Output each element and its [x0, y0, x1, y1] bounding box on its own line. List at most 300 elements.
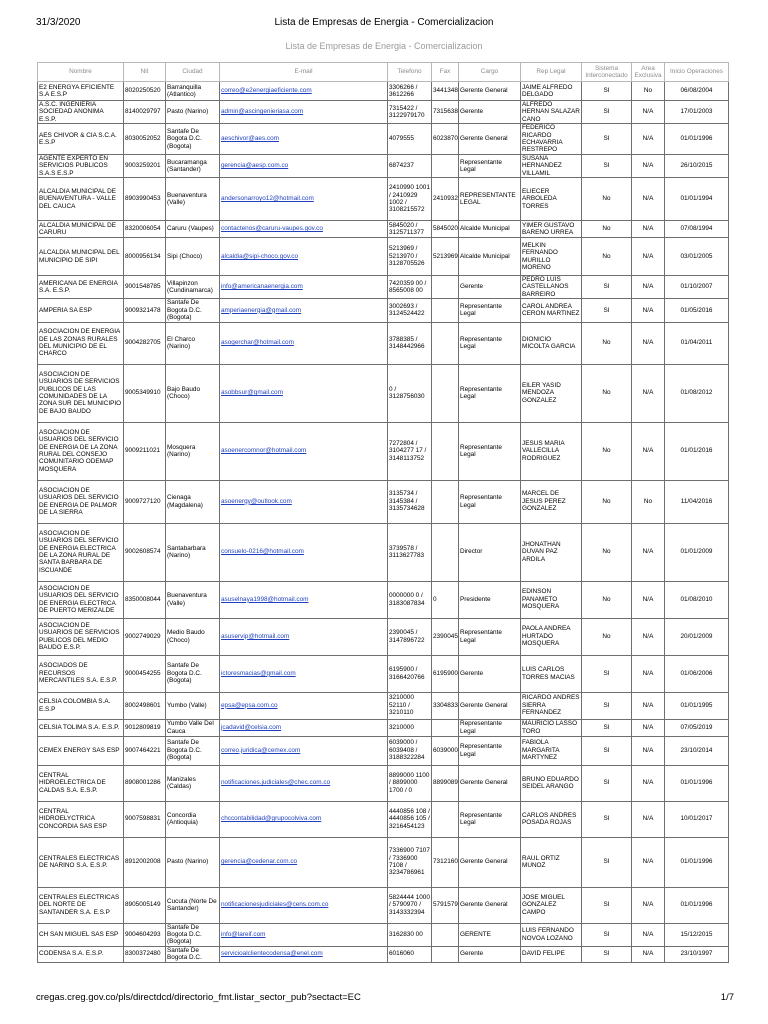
table-row	[38, 480, 729, 523]
col-ciudad-cell: Yumbo (Valle)	[166, 692, 220, 719]
col-nit-cell: 9009321478	[124, 299, 166, 322]
col-nombre-cell: E2 ENERGYA EFICIENTE S.A E.S.P	[38, 82, 124, 101]
col-area-cell: N/A	[632, 422, 665, 480]
col-email-cell[interactable]: chccontabilidad@grupocolviva.com	[220, 801, 388, 837]
col-rep-legal-cell: ALFREDO HERNAN SALAZAR CANO	[522, 101, 580, 123]
col-inicio-cell: 01/01/1996	[665, 887, 729, 923]
col-nombre-cell: ASOCIACION DE USUARIOS DEL SERVICIO DE ENERGIA DE PALMOR DE LA SIERRA	[38, 480, 124, 523]
col-area-cell: N/A	[632, 946, 665, 962]
col-nit-cell: 9003259201	[124, 154, 166, 177]
col-email-cell[interactable]: asogerchar@hotmail.com	[220, 322, 388, 364]
col-cargo-cell: Representante Legal	[459, 422, 521, 480]
col-nombre-header: Nombre	[38, 63, 124, 82]
table-row	[38, 719, 729, 736]
col-sistema-cell: SI	[582, 82, 632, 101]
col-inicio-cell: 10/01/2017	[665, 801, 729, 837]
col-email-cell[interactable]: info@americanaenergia.com	[220, 276, 388, 299]
col-area-cell: N/A	[632, 322, 665, 364]
col-rep-legal-header: Rep Legal	[521, 63, 582, 82]
col-fax-cell: 8899089	[432, 765, 459, 801]
col-cargo-cell: Representante Legal	[459, 364, 521, 422]
col-sistema-cell: No	[582, 364, 632, 422]
col-nit-cell: 8320006054	[124, 221, 166, 238]
col-email-cell[interactable]: correo@e2energiaeficiente.com	[220, 82, 388, 101]
col-cargo-cell: Representante Legal	[459, 299, 521, 322]
table-row	[38, 178, 729, 221]
col-nit-cell: 9005349910	[124, 364, 166, 422]
col-rep-legal-cell: JOSE MIGUEL GONZALEZ CAMPO	[521, 887, 582, 923]
col-email-header: E-mail	[220, 63, 388, 82]
col-sistema-cell: SI	[582, 801, 632, 837]
col-nombre-cell: ASOCIACION DE USUARIOS DEL SERVICIO DE ENERGIA ELECTRICA DE LA ZONA RURAL DE SANTA BARBARA DE ISCUANDE	[38, 523, 124, 581]
col-email-cell[interactable]: alcaldia@sipi-choco.gov.co	[220, 238, 388, 276]
col-ciudad-cell: Medio Baudo (Choco)	[166, 618, 220, 655]
col-cargo-cell: Representante Legal	[459, 719, 521, 736]
col-rep-legal-cell: EDINSON PANAMETO MOSQUERA	[521, 581, 582, 618]
col-rep-legal-cell: CARLOS ANDRES POSADA ROJAS	[521, 801, 582, 837]
col-telefono-cell: 3162830 00	[388, 923, 432, 946]
col-inicio-cell: 01/05/2016	[665, 299, 729, 322]
col-rep-legal-cell: BRUNO EDUARDO SEIDEL ARANGO	[521, 765, 582, 801]
col-ciudad-cell: Pasto (Narino)	[166, 837, 220, 887]
col-nit-cell: 8030052052	[124, 124, 166, 155]
col-nombre-cell: ASOCIACION DE USUARIOS DEL SERVICIO DE ENERGIA ELECTRICA DE PUERTO MERIZALDE	[38, 581, 124, 618]
col-fax-cell: 6195900	[432, 655, 459, 692]
col-inicio-cell: 01/08/2012	[665, 364, 729, 422]
col-fax-cell: 3441348	[432, 82, 459, 101]
col-fax-cell	[432, 480, 459, 523]
col-nit-cell: 8000956134	[124, 238, 166, 276]
col-telefono-cell: 3135734 / 3145384 / 3135734628	[388, 480, 432, 523]
col-nombre-cell: ASOCIACION DE ENERGIA DE LAS ZONAS RURALES DEL MUNICIPIO DE EL CHARCO	[38, 322, 124, 364]
col-email-cell[interactable]: asuselnaya1998@hotmail.com	[220, 581, 388, 618]
col-area-cell: N/A	[632, 238, 665, 276]
col-inicio-cell: 11/04/2016	[665, 480, 729, 523]
col-nombre-cell: CELSIA TOLIMA S.A. E.S.P.	[38, 719, 124, 736]
col-sistema-cell: SI	[582, 765, 632, 801]
col-cargo-cell: REPRESENTANTE LEGAL	[459, 178, 521, 221]
col-telefono-cell: 7420359 00 / 8565008 00	[388, 276, 432, 299]
col-ciudad-cell: Villapinzon (Cundinamarca)	[166, 276, 220, 299]
col-cargo-header: Cargo	[459, 63, 521, 82]
table-row	[38, 124, 729, 155]
col-sistema-cell: No	[582, 480, 632, 523]
col-ciudad-cell: Mosquera (Narino)	[166, 422, 220, 480]
col-fax-cell	[432, 923, 459, 946]
col-cargo-cell: GERENTE	[459, 923, 521, 946]
col-ciudad-cell: Bucaramanga (Santander)	[166, 154, 220, 177]
table-row	[38, 887, 729, 923]
col-inicio-cell: 01/04/2011	[665, 322, 729, 364]
col-email-cell[interactable]: asoenergy@outlook.com	[220, 480, 388, 523]
col-telefono-cell: 7336900 7107 / 7336900 7108 / 3234786961	[388, 837, 432, 887]
col-area-cell: N/A	[632, 837, 665, 887]
col-area-cell: N/A	[632, 655, 665, 692]
col-cargo-cell: Representante Legal	[459, 801, 521, 837]
col-rep-legal-cell: MAURICIO LASSO TORO	[521, 719, 582, 736]
col-rep-legal-cell: DAVID FELIPE	[521, 946, 582, 962]
companies-table	[37, 62, 729, 963]
col-cargo-cell: Gerente	[459, 276, 521, 299]
col-nit-cell: 8903990453	[124, 178, 166, 221]
col-nombre-cell: CEMEX ENERGY SAS ESP	[38, 736, 124, 765]
col-rep-legal-cell: EILER YASID MENDOZA GONZALEZ	[521, 364, 582, 422]
col-cargo-cell: Presidente	[459, 581, 521, 618]
col-fax-cell	[432, 523, 459, 581]
col-nit-cell: 8908001286	[124, 765, 166, 801]
col-nombre-cell: AMPERIA SA ESP	[38, 299, 124, 322]
col-rep-legal-cell: LUIS FERNANDO NOVOA LOZANO	[521, 923, 582, 946]
col-rep-legal-cell: PAOLA ANDREA HURTADO MOSQUERA	[521, 618, 582, 655]
col-inicio-cell: 17/01/2003	[665, 101, 729, 124]
col-cargo-cell: Gerente	[459, 101, 521, 124]
col-email-cell[interactable]: epsa@epsa.com.co	[220, 692, 388, 719]
col-email-cell[interactable]: contactenos@caruru-vaupes.gov.co	[220, 221, 388, 238]
col-email-cell[interactable]: notificaciones.judiciales@chec.com.co	[220, 765, 388, 801]
col-telefono-cell: 3210000	[388, 719, 432, 736]
col-nit-cell: 9002749029	[124, 618, 166, 655]
col-email-cell[interactable]: ictoresmacias@gmail.com	[220, 655, 388, 692]
col-nit-cell: 8140029797	[124, 101, 166, 124]
col-email-cell[interactable]: admin@ascingenieriasa.com	[220, 101, 388, 124]
table-row	[38, 299, 729, 322]
col-telefono-cell: 5213969 / 5213970 / 3128705526	[388, 238, 432, 276]
col-rep-legal-cell: MELKIN FERNANDO MURILLO MORENO	[521, 238, 582, 276]
col-fax-cell	[432, 154, 459, 177]
table-row	[38, 221, 729, 238]
col-cargo-cell: Gerente General	[459, 765, 521, 801]
col-area-cell: N/A	[632, 923, 665, 946]
col-area-cell: N/A	[632, 124, 665, 155]
table-row	[38, 581, 729, 618]
table-header-row	[38, 63, 729, 82]
col-fax-cell	[432, 322, 459, 364]
col-ciudad-cell: Concordia (Antioquia)	[166, 801, 220, 837]
col-nombre-cell: AMERICANA DE ENERGIA S.A. E.S.P.	[38, 276, 124, 299]
table-row	[38, 655, 729, 692]
page-number: 1/7	[720, 992, 734, 1003]
col-area-cell: N/A	[632, 299, 665, 322]
col-nit-cell: 9009211021	[124, 422, 166, 480]
col-telefono-cell: 7272804 / 3104277 17 / 3148113752	[388, 422, 432, 480]
col-area-cell: N/A	[632, 618, 665, 655]
col-email-cell[interactable]: gerencia@cedenar.com.co	[220, 837, 388, 887]
col-telefono-cell: 5845020 / 3125711377	[388, 221, 432, 238]
col-rep-legal-cell: FEDERICO RICARDO ECHAVARRIA RESTREPO	[521, 124, 582, 155]
col-cargo-cell: Representante Legal	[459, 618, 521, 655]
col-sistema-cell: SI	[582, 101, 632, 124]
footer-url: cregas.creg.gov.co/pls/directdcd/directorio_fmt.listar_sector_pub?sectact=EC	[36, 992, 361, 1003]
col-nombre-cell: CENTRAL HIDROELYCTRICA CONCORDIA SAS ESP	[38, 801, 124, 837]
col-area-cell: No	[632, 82, 665, 101]
col-telefono-cell: 6039000 / 6039408 / 3188322284	[388, 736, 432, 765]
col-inicio-cell: 01/01/2016	[665, 422, 729, 480]
col-email-cell[interactable]: asuservip@hotmail.com	[220, 618, 388, 655]
col-fax-header: Fax	[432, 63, 459, 82]
col-ciudad-cell: Santafe De Bogota D.C.	[166, 946, 220, 962]
table-row	[38, 523, 729, 581]
col-telefono-cell: 8899000 1100 / 8899000 1700 / 0	[388, 765, 432, 801]
col-ciudad-cell: Pasto (Narino)	[166, 101, 220, 124]
col-sistema-cell: SI	[582, 692, 632, 719]
col-inicio-cell: 01/01/1994	[665, 178, 729, 221]
table-row	[38, 101, 729, 124]
col-sistema-cell: SI	[582, 719, 632, 736]
col-nombre-cell: ASOCIACION DE USUARIOS DE SERVICIOS PUBLICOS DE LAS COMUNIDADES DE LA ZONA SUR DEL MUNICIPIO DE BAJO BAUDO	[38, 364, 124, 422]
col-nombre-cell: ASOCIADOS DE RECURSOS MERCANTILES S.A. E.S.P.	[38, 655, 124, 692]
col-inicio-cell: 07/05/2019	[665, 719, 729, 736]
col-ciudad-cell: Caruru (Vaupes)	[166, 221, 220, 238]
col-fax-cell: 5845020	[432, 221, 459, 238]
col-ciudad-cell: Cienaga (Magdalena)	[166, 480, 220, 523]
col-telefono-cell: 3739578 / 3113627783	[388, 523, 432, 581]
col-inicio-cell: 01/01/1995	[665, 692, 729, 719]
col-fax-cell: 2410932	[432, 178, 459, 221]
col-rep-legal-cell: SUSANA HERNANDEZ VILLAMIL	[521, 154, 582, 177]
col-nombre-cell: CENTRALES ELECTRICAS DEL NORTE DE SANTANDER S.A. E.S.P	[38, 887, 124, 923]
col-rep-legal-cell: DIONICIO MICOLTA GARCIA	[521, 322, 582, 364]
col-rep-legal-cell: ELIECER ARBOLEDA TORRES	[521, 178, 582, 221]
col-telefono-cell: 3788385 / 3148442966	[388, 322, 432, 364]
col-nombre-cell: AGENTE EXPERTO EN SERVICIOS PUBLICOS S.A.S E.S.P	[38, 154, 124, 177]
table-row	[38, 923, 729, 946]
table-row	[38, 765, 729, 801]
col-cargo-cell: Gerente	[459, 946, 521, 962]
col-sistema-header: Sistema Interconectado	[582, 63, 632, 82]
col-inicio-cell: 23/10/2014	[665, 736, 729, 765]
col-inicio-cell: 23/10/1997	[665, 946, 729, 962]
col-nit-cell: 9007598831	[124, 801, 166, 837]
col-fax-cell: 6023870	[432, 124, 459, 155]
col-telefono-cell: 6874237	[388, 154, 432, 177]
col-inicio-cell: 20/01/2009	[665, 618, 729, 655]
col-nombre-cell: ALCALDIA MUNICIPAL DE BUENAVENTURA - VALLE DEL CAUCA	[38, 178, 124, 221]
col-email-cell[interactable]: asobbsur@gmail.com	[220, 364, 388, 422]
col-rep-legal-cell: RICARDO ANDRES SIERRA FERNANDEZ	[521, 692, 582, 719]
col-rep-legal-cell: RAUL ORTIZ MUNOZ	[521, 837, 582, 887]
col-ciudad-cell: Santafe De Bogota D.C. (Bogota)	[166, 736, 220, 765]
col-nit-cell: 8912002008	[124, 837, 166, 887]
col-sistema-cell: No	[582, 221, 632, 238]
col-nombre-cell: ASOCIACION DE USUARIOS DEL SERVICIO DE ENERGIA DE LA ZONA RURAL DEL CONSEJO COMUNITARIO ODEMAP MOSQUERA	[38, 422, 124, 480]
page-title: Lista de Empresas de Energia - Comercializacion	[285, 41, 483, 51]
col-nit-cell: 9009727120	[124, 480, 166, 523]
col-telefono-cell: 4079555	[388, 124, 432, 155]
col-ciudad-header: Ciudad	[166, 63, 220, 82]
col-area-cell: N/A	[632, 221, 665, 238]
col-cargo-cell: Gerente General	[459, 124, 521, 155]
col-rep-legal-cell: YIMER GUSTAVO BARENO URREA	[521, 221, 582, 238]
table-row	[38, 364, 729, 422]
col-sistema-cell: SI	[582, 887, 632, 923]
col-email-cell[interactable]: servicioalclientecodensa@enel.com	[220, 946, 388, 962]
col-area-cell: No	[632, 480, 665, 523]
col-cargo-cell: Gerente General	[459, 692, 521, 719]
col-area-cell: N/A	[632, 887, 665, 923]
col-cargo-cell: Gerente	[459, 655, 521, 692]
print-date: 31/3/2020	[36, 17, 81, 28]
col-nombre-cell: CH SAN MIGUEL SAS ESP	[38, 923, 124, 946]
col-email-cell[interactable]: info@lareif.com	[220, 923, 388, 946]
col-cargo-cell: Representante Legal	[459, 480, 521, 523]
col-telefono-cell: 6016060	[388, 946, 432, 962]
col-email-cell[interactable]: correo.juridica@cemex.com	[220, 736, 388, 765]
col-email-cell[interactable]: aeschivor@aes.com	[220, 124, 388, 155]
table-row	[38, 837, 729, 887]
col-fax-cell	[432, 422, 459, 480]
col-sistema-cell: SI	[582, 736, 632, 765]
table-row	[38, 422, 729, 480]
col-ciudad-cell: Cucuta (Norte De Santander)	[166, 887, 220, 923]
col-sistema-cell: No	[582, 238, 632, 276]
col-ciudad-cell: El Charco (Narino)	[166, 322, 220, 364]
col-inicio-cell: 07/08/1994	[665, 221, 729, 238]
col-nit-cell: 8002498601	[124, 692, 166, 719]
col-telefono-cell: 5824444 1000 / 5790970 / 3143332394	[388, 887, 432, 923]
col-fax-cell: 7315638	[432, 101, 459, 124]
col-nit-cell: 8020250520	[124, 82, 166, 101]
col-sistema-cell: SI	[582, 154, 632, 177]
col-inicio-cell: 01/01/1996	[665, 765, 729, 801]
col-nit-cell: 9000454255	[124, 655, 166, 692]
col-inicio-cell: 01/01/1996	[665, 837, 729, 887]
col-cargo-cell: Director	[459, 523, 521, 581]
col-nit-cell: 9004282705	[124, 322, 166, 364]
col-nombre-cell: ALCALDIA MUNICIPAL DE CARURU	[38, 221, 124, 238]
col-fax-cell	[432, 276, 459, 299]
table-row	[38, 618, 729, 655]
col-ciudad-cell: Buenaventura (Valle)	[166, 178, 220, 221]
col-cargo-cell: Representante Legal	[459, 736, 521, 765]
table-row	[38, 238, 729, 276]
col-fax-cell: 2390045	[432, 618, 459, 655]
col-sistema-cell: No	[582, 581, 632, 618]
col-rep-legal-cell: FABIOLA MARGARITA MARTYNEZ	[521, 736, 582, 765]
col-nombre-cell: ASOCIACION DE USUARIOS DE SERVICIOS PUBLICOS DEL MEDIO BAUDO E.S.P.	[38, 618, 124, 655]
col-rep-legal-cell: MARCEL DE JESUS PEREZ GONZALEZ	[521, 480, 582, 523]
print-header-title: Lista de Empresas de Energia - Comercializacion	[274, 17, 494, 28]
col-inicio-cell: 01/01/2009	[665, 523, 729, 581]
col-fax-cell: 7312160	[432, 837, 459, 887]
col-area-cell: N/A	[632, 581, 665, 618]
col-sistema-cell: No	[582, 178, 632, 221]
col-ciudad-cell: Manizales (Caldas)	[166, 765, 220, 801]
col-sistema-cell: SI	[582, 276, 632, 299]
col-email-cell[interactable]: jcadavid@celsia.com	[220, 719, 388, 736]
col-area-cell: N/A	[632, 364, 665, 422]
col-sistema-cell: SI	[582, 299, 632, 322]
col-area-cell: N/A	[632, 719, 665, 736]
col-nombre-cell: CODENSA S.A. E.S.P.	[38, 946, 124, 962]
col-cargo-cell: Alcalde Municipal	[459, 238, 521, 276]
col-inicio-cell: 01/08/2010	[665, 581, 729, 618]
col-email-cell[interactable]: asoenercomnor@hotmail.com	[220, 422, 388, 480]
col-area-cell: N/A	[632, 523, 665, 581]
col-fax-cell	[432, 299, 459, 322]
col-nombre-cell: ALCALDIA MUNICIPAL DEL MUNICIPIO DE SIPI	[38, 238, 124, 276]
col-inicio-cell: 26/10/2015	[665, 154, 729, 177]
col-telefono-cell: 0000000 0 / 3183087834	[388, 581, 432, 618]
col-inicio-cell: 03/01/2005	[665, 238, 729, 276]
col-nit-header: Nit	[124, 63, 166, 82]
col-nit-cell: 9001548785	[124, 276, 166, 299]
col-email-cell[interactable]: andersonarroyo12@hotmail.com	[220, 178, 388, 221]
col-area-cell: N/A	[632, 154, 665, 177]
col-area-cell: N/A	[632, 101, 665, 124]
col-area-cell: N/A	[632, 276, 665, 299]
col-nit-cell: 9002608574	[124, 523, 166, 581]
col-email-cell[interactable]: gerencia@aesp.com.co	[220, 154, 388, 177]
table-row	[38, 276, 729, 299]
col-fax-cell: 3304833	[432, 692, 459, 719]
col-inicio-cell: 01/01/1996	[665, 124, 729, 155]
col-email-cell[interactable]: amperiaenergia@gmail.com	[220, 299, 388, 322]
col-sistema-cell: SI	[582, 655, 632, 692]
table-row	[38, 82, 729, 101]
col-fax-cell: 0	[432, 581, 459, 618]
col-ciudad-cell: Yumbo Valle Del Cauca	[166, 719, 220, 736]
col-sistema-cell: No	[582, 322, 632, 364]
col-rep-legal-cell: JAIME ALFREDO DELGADO	[521, 82, 582, 101]
col-telefono-cell: 7315422 / 3122979170	[388, 101, 432, 124]
col-nit-cell: 9007464221	[124, 736, 166, 765]
col-cargo-cell: Representante Legal	[459, 154, 521, 177]
col-ciudad-cell: Bajo Baudo (Choco)	[166, 364, 220, 422]
col-inicio-cell: 06/08/2004	[665, 82, 729, 101]
col-email-cell[interactable]: notificacionesjudiciales@cens.com.co	[220, 887, 388, 923]
col-sistema-cell: SI	[582, 923, 632, 946]
table-row	[38, 736, 729, 765]
col-ciudad-cell: Barranquilla (Atlantico)	[166, 82, 220, 101]
col-fax-cell	[432, 364, 459, 422]
col-nombre-cell: CENTRALES ELECTRICAS DE NARINO S.A. E.S.P.	[38, 837, 124, 887]
table-row	[38, 154, 729, 177]
col-cargo-cell: Gerente General	[459, 887, 521, 923]
col-ciudad-cell: Santafe De Bogota D.C. (Bogota)	[166, 124, 220, 155]
col-sistema-cell: SI	[582, 946, 632, 962]
table-row	[38, 946, 729, 962]
col-rep-legal-cell: LUIS CARLOS TORRES MACIAS	[521, 655, 582, 692]
col-sistema-cell: SI	[582, 124, 632, 155]
col-inicio-cell: 15/12/2015	[665, 923, 729, 946]
col-rep-legal-cell: JESUS MARIA VALLECILLA RODRIGUEZ	[521, 422, 582, 480]
col-nombre-cell: A.S.C. INGENIERIA SOCIEDAD ANONIMA E.S.P.	[38, 101, 124, 124]
col-email-cell[interactable]: consuelo-0216@hotmail.com	[220, 523, 388, 581]
col-inicio-header: Inicio Operaciones	[665, 63, 729, 82]
table-row	[38, 801, 729, 837]
col-ciudad-cell: Sipi (Choco)	[166, 238, 220, 276]
col-area-cell: N/A	[632, 692, 665, 719]
col-nit-cell: 9012809819	[124, 719, 166, 736]
col-telefono-cell: 2390045 / 3147896722	[388, 618, 432, 655]
col-fax-cell	[432, 801, 459, 837]
col-nit-cell: 8905005149	[124, 887, 166, 923]
col-sistema-cell: SI	[582, 837, 632, 887]
col-telefono-cell: 3210000 52110 / 3210110	[388, 692, 432, 719]
col-sistema-cell: No	[582, 523, 632, 581]
col-inicio-cell: 01/06/2006	[665, 655, 729, 692]
col-telefono-cell: 3306266 / 3612266	[388, 82, 432, 101]
col-fax-cell: 6039000	[432, 736, 459, 765]
col-fax-cell: 5791579	[432, 887, 459, 923]
col-inicio-cell: 01/10/2007	[665, 276, 729, 299]
col-nit-cell: 8350008044	[124, 581, 166, 618]
table-body	[38, 82, 729, 963]
col-ciudad-cell: Santabarbara (Narino)	[166, 523, 220, 581]
col-nit-cell: 8300372480	[124, 946, 166, 962]
col-area-header: Area Exclusiva	[632, 63, 665, 82]
table-row	[38, 322, 729, 364]
